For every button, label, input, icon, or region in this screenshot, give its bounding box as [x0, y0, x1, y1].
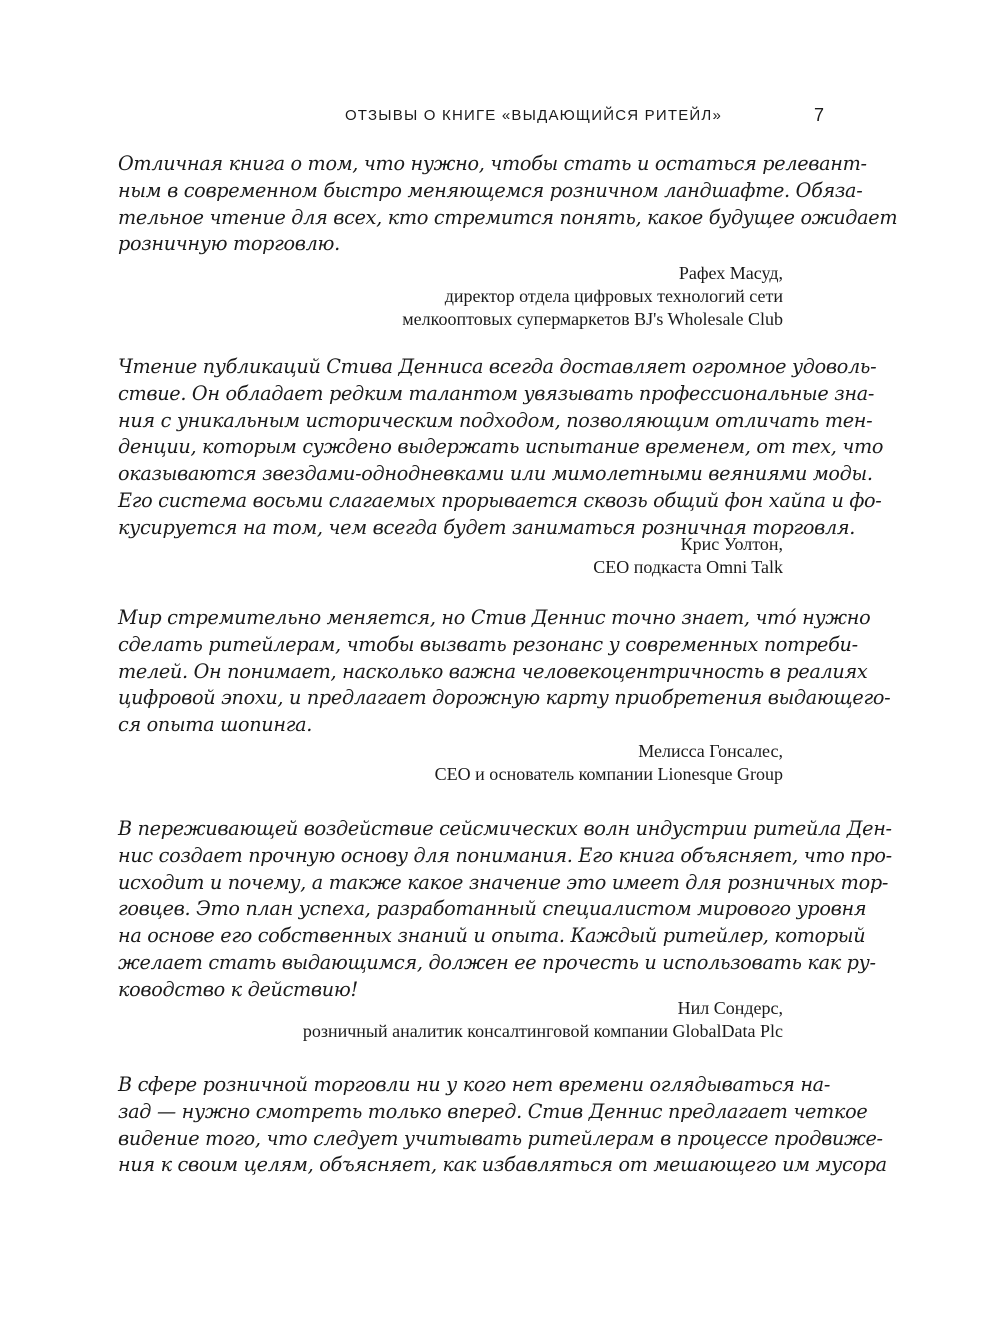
review-author: Нил Сондерс,: [677, 998, 783, 1018]
quote-line: Чтение публикаций Стива Денниса всегда доставляет огромное удоволь-: [118, 355, 877, 378]
review-quote: [118, 151, 898, 258]
quote-line: ся опыта шопинга.: [118, 713, 313, 737]
quote-line: розничную торговлю.: [118, 232, 340, 256]
review-author-position: директор отдела цифровых технологий сети: [444, 286, 783, 306]
quote-line: В сфере розничной торговли ни у кого нет времени оглядываться на-: [118, 1073, 831, 1096]
quote-line: цифровой эпохи, и предлагает дорожную карту приобретения выдающего-: [118, 686, 891, 710]
quote-line: оказываются звездами-однодневками или мимолетными веяниями моды.: [118, 462, 873, 486]
quote-line: нис создает прочную основу для понимания. Его книга объясняет, что про-: [118, 843, 892, 867]
quote-line: телей. Он понимает, насколько важна человекоцентричность в реалиях: [118, 659, 868, 683]
review-attribution: [183, 740, 783, 786]
quote-line: зад — нужно смотреть только вперед. Стив Деннис предлагает четкое: [118, 1099, 868, 1123]
quote-line: исходит и почему, а также какое значение это имеет для розничных тор-: [118, 870, 888, 894]
review-author-position: CEO подкаста Omni Talk: [593, 557, 783, 577]
quote-line: В переживающей воздействие сейсмических волн индустрии ритейла Ден-: [118, 817, 892, 840]
review-quote: [118, 354, 884, 542]
review-attribution: [183, 533, 783, 579]
running-header: [118, 105, 824, 129]
quote-line: ным в современном быстро меняющемся розничном ландшафте. Обяза-: [118, 178, 863, 202]
review-author: Рафех Масуд,: [678, 263, 783, 283]
quote-line: ния с уникальным историческим подходом, позволяющим отличать тен-: [118, 408, 873, 432]
quote-line: ководство к действию!: [118, 977, 358, 1001]
quote-line: ния к своим целям, объясняет, как избавляться от мешающего им мусора: [118, 1153, 887, 1177]
quote-line: Отличная книга о том, что нужно, чтобы стать и остаться релевант-: [118, 152, 867, 175]
review-author-position: розничный аналитик консалтинговой компании GlobalData Plc: [302, 1021, 783, 1041]
page-number: 7: [813, 105, 824, 125]
review-attribution: [183, 262, 783, 331]
quote-line: тельное чтение для всех, кто стремится понять, какое будущее ожидает: [118, 205, 898, 229]
review-author-position: CEO и основатель компании Lionesque Group: [434, 764, 783, 784]
quote-line: видение того, что следует учитывать ритейлерам в процессе продвиже-: [118, 1126, 883, 1150]
review-attribution: [183, 997, 783, 1043]
review-quote: [118, 816, 892, 1004]
quote-line: кусируется на том, чем всегда будет заниматься розничная торговля.: [118, 515, 856, 539]
quote-line: желает стать выдающимся, должен ее прочесть и использовать как ру-: [118, 950, 876, 974]
review-author: Мелисса Гонсалес,: [638, 741, 783, 761]
quote-line: ствие. Он обладает редким талантом увязывать профессиональные зна-: [118, 381, 875, 405]
review-author-position: мелкооптовых супермаркетов BJ's Wholesale Club: [402, 309, 783, 329]
review-author: Крис Уолтон,: [680, 534, 783, 554]
quote-line: денции, которым суждено выдержать испытание временем, от тех, что: [118, 435, 884, 459]
review-quote: [118, 1072, 887, 1179]
quote-line: на основе его собственных знаний и опыта. Каждый ритейлер, который: [118, 924, 866, 948]
quote-line: говцев. Это план успеха, разработанный специалистом мирового уровня: [118, 897, 867, 921]
quote-line: Его система восьми слагаемых прорывается сквозь общий фон хайпа и фо-: [118, 488, 882, 512]
review-quote: [118, 605, 891, 739]
running-header-title: ОТЗЫВЫ О КНИГЕ «ВЫДАЮЩИЙСЯ РИТЕЙЛ»: [344, 107, 722, 124]
quote-line: Мир стремительно меняется, но Стив Деннис точно знает, что́ нужно: [118, 606, 871, 629]
quote-line: сделать ритейлерам, чтобы вызвать резонанс у современных потреби-: [118, 632, 858, 656]
